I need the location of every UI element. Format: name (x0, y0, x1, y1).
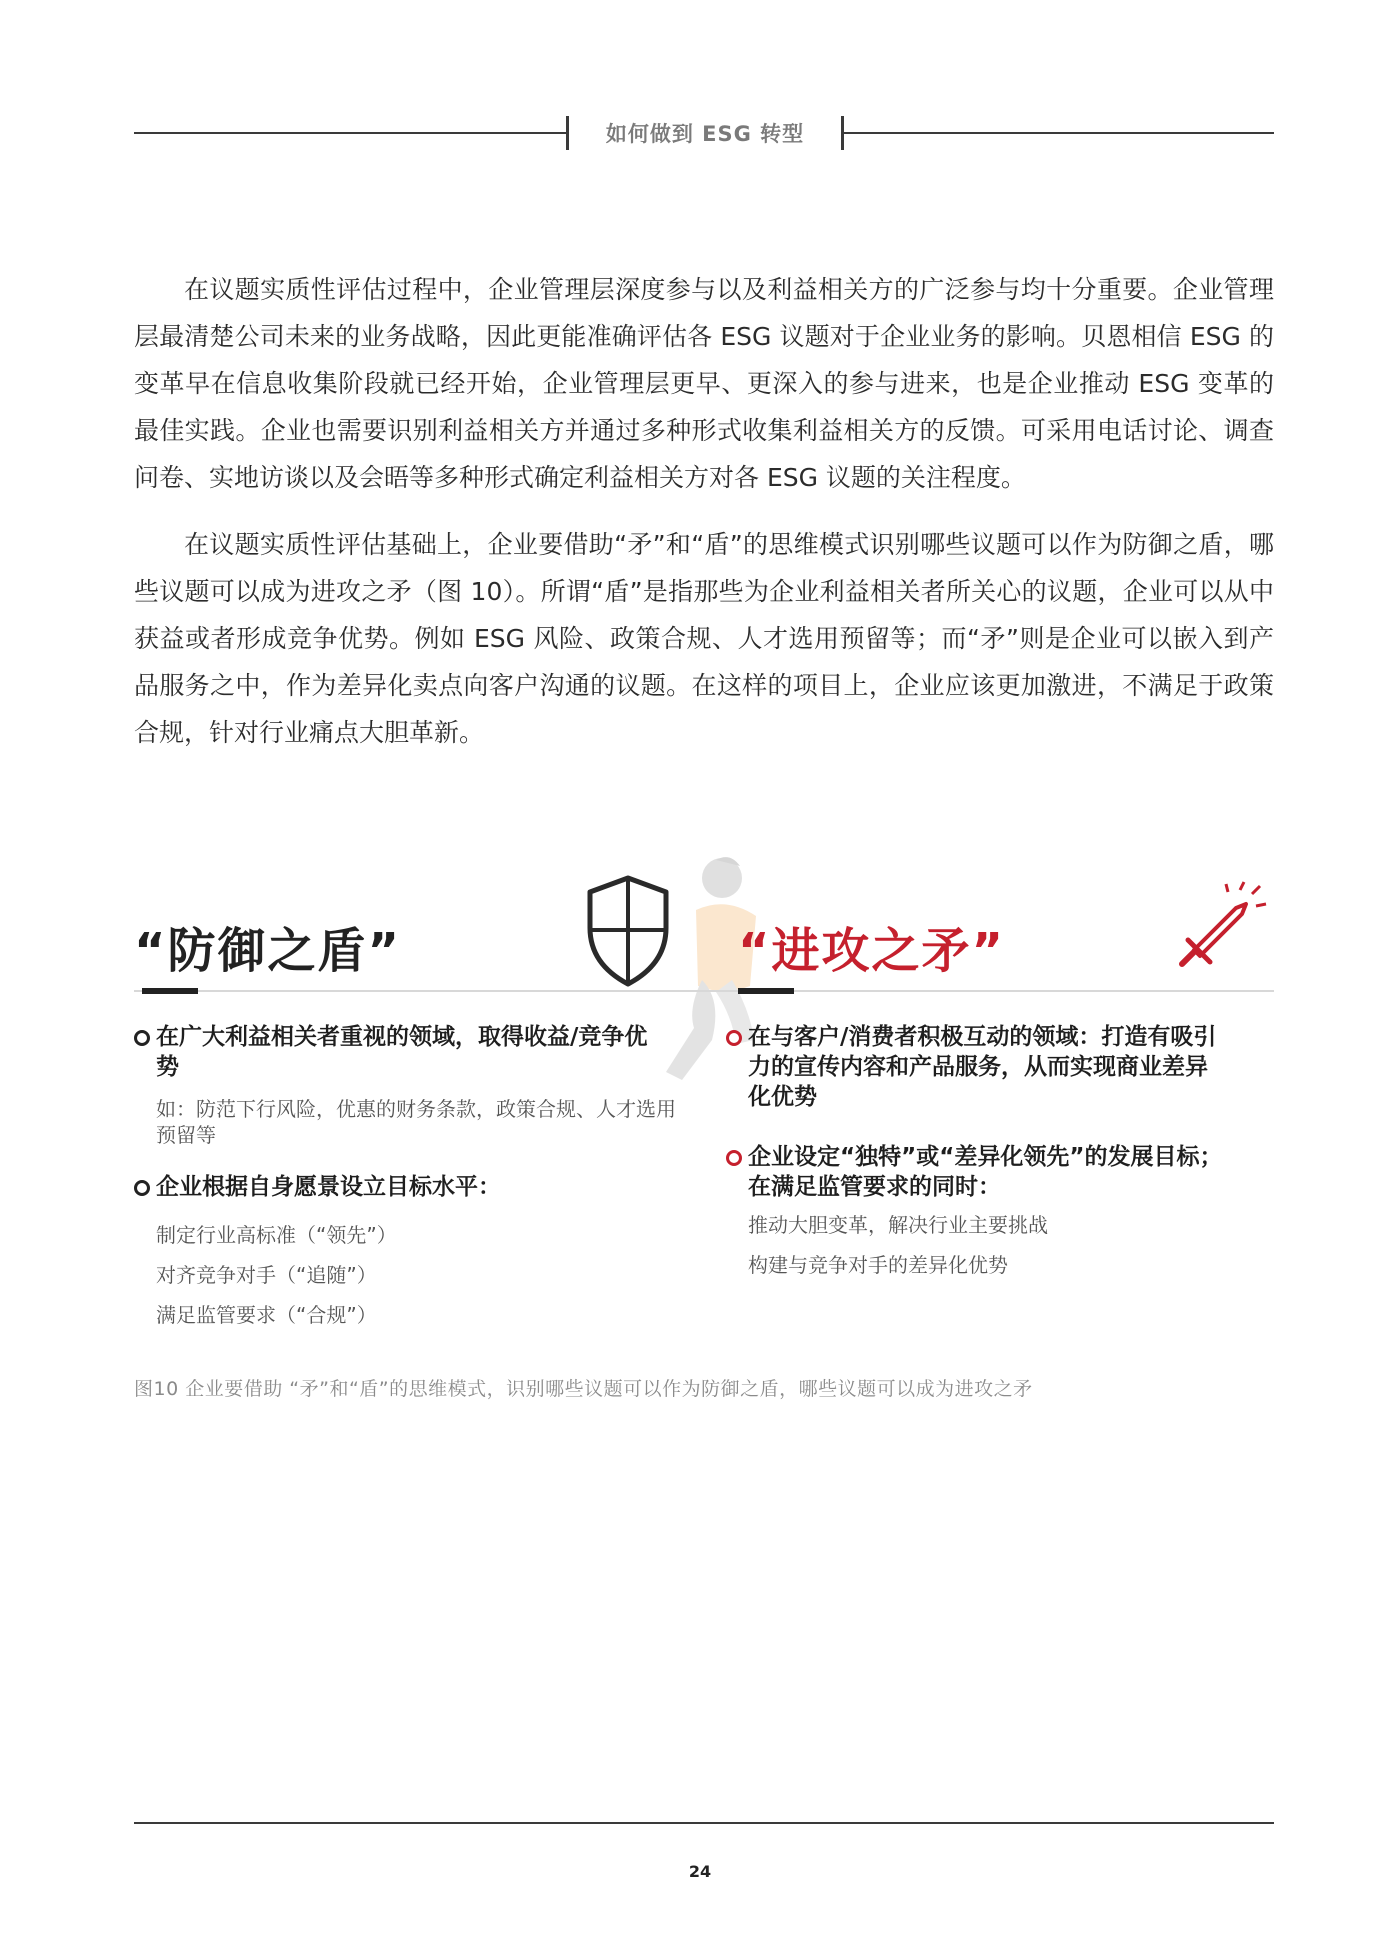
sword-icon (1174, 880, 1270, 970)
spear-title-underline (738, 988, 794, 994)
bullet-circle-icon (134, 1030, 150, 1046)
bullet-circle-icon (726, 1150, 742, 1166)
header-rule-right (844, 132, 1274, 134)
spear-bullet-2: 企业设定“独特”或“差异化领先”的发展目标；在满足监管要求的同时： (726, 1142, 1226, 1202)
body-paragraph-1: 在议题实质性评估过程中，企业管理层深度参与以及利益相关方的广泛参与均十分重要。企业管理层最清楚公司未来的业务战略，因此更能准确评估各 ESG 议题对于企业业务的影响。贝恩相信 ESG 的变革早在信息收集阶段就已经开始，企业管理层更早、更深入的参与进来，也是企业推动 ESG 变革的最佳实践。企业也需要识别利益相关方并通过多种形式收集利益相关方的反馈。可采用电话讨论、调查问卷、实地访谈以及会晤等多种形式确定利益相关方对各 ESG 议题的关注程度。 (134, 275, 1274, 492)
header-rule-left (134, 132, 566, 134)
shield-icon (578, 872, 678, 990)
figure-10 (134, 850, 1274, 1350)
shield-bullet-1-example: 如：防范下行风险，优惠的财务条款，政策合规、人才选用预留等 (156, 1097, 676, 1147)
shield-target-level: 满足监管要求（“合规”） (156, 1303, 377, 1327)
spear-action: 推动大胆变革，解决行业主要挑战 (748, 1213, 1048, 1237)
shield-target-level: 制定行业高标准（“领先”） (156, 1223, 397, 1247)
shield-target-level: 对齐竞争对手（“追随”） (156, 1263, 377, 1287)
spear-bullet-1: 在与客户/消费者积极互动的领域：打造有吸引力的宣传内容和产品服务，从而实现商业差异化优势 (726, 1022, 1226, 1112)
footer-rule (134, 1822, 1274, 1824)
shield-title: “防御之盾” (134, 923, 402, 979)
shield-title-underline (142, 988, 198, 994)
bullet-circle-icon (726, 1030, 742, 1046)
spear-title: “进攻之矛” (738, 923, 1006, 979)
figure-caption: 图10 企业要借助 “矛”和“盾”的思维模式，识别哪些议题可以作为防御之盾，哪些议题可以成为进攻之矛 (134, 1378, 1033, 1400)
figure-divider (134, 990, 1274, 992)
shield-bullet-2: 企业根据自身愿景设立目标水平： (134, 1172, 654, 1202)
body-paragraph-2: 在议题实质性评估基础上，企业要借助“矛”和“盾”的思维模式识别哪些议题可以作为防御之盾，哪些议题可以成为进攻之矛（图 10）。所谓“盾”是指那些为企业利益相关者所关心的议题，企业可以从中获益或者形成竞争优势。例如 ESG 风险、政策合规、人才选用预留等；而“矛”则是企业可以嵌入到产品服务之中，作为差异化卖点向客户沟通的议题。在这样的项目上，企业应该更加激进，不满足于政策合规，针对行业痛点大胆革新。 (134, 530, 1274, 747)
running-header-title: 如何做到 ESG 转型 (605, 122, 805, 146)
bullet-circle-icon (134, 1180, 150, 1196)
page-number: 24 (688, 1862, 712, 1881)
spear-action: 构建与竞争对手的差异化优势 (748, 1253, 1008, 1277)
shield-bullet-1: 在广大利益相关者重视的领域，取得收益/竞争优势 (134, 1022, 654, 1082)
